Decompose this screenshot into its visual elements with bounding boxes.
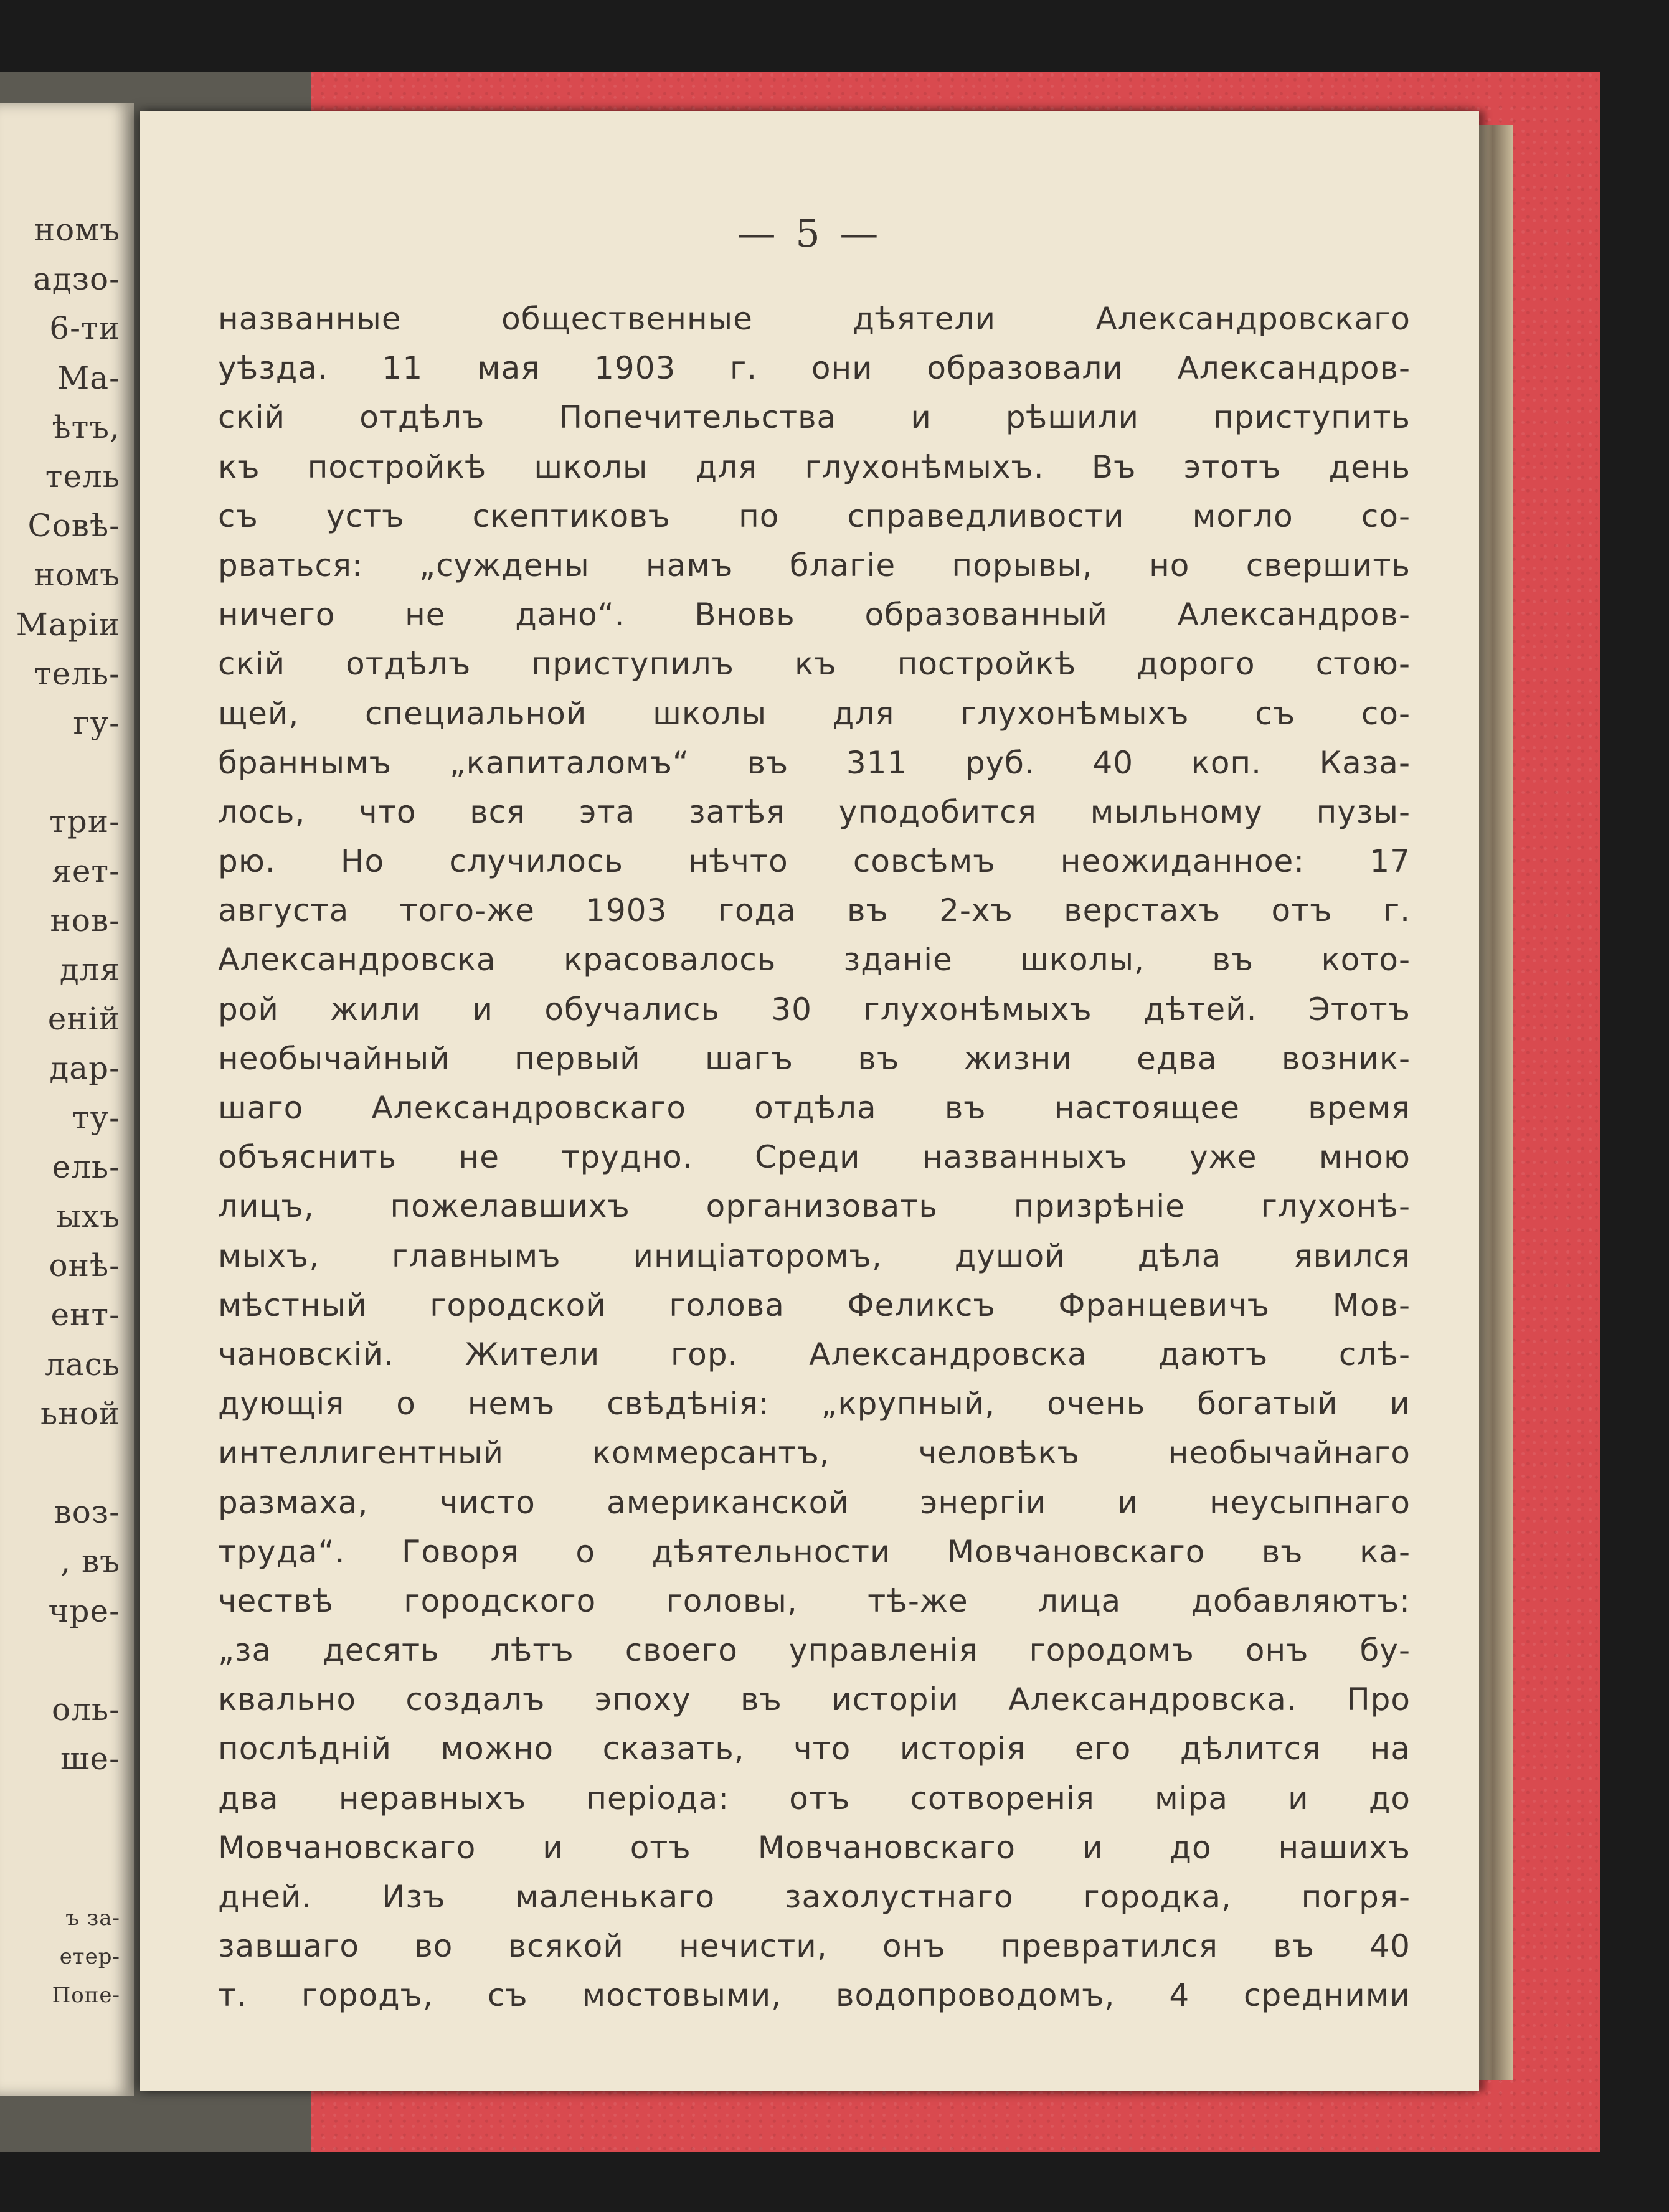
- facing-page-line: Маріи: [16, 606, 120, 643]
- text-line: рю. Но случилось нѣчто совсѣмъ неожиданное: 17: [218, 843, 1411, 880]
- facing-page-line: ент-: [50, 1297, 120, 1333]
- facing-page-line: тель-: [34, 655, 120, 692]
- facing-page-line: для: [59, 952, 120, 988]
- facing-page-line: Ма-: [57, 359, 120, 396]
- text-line: квально создалъ эпоху въ исторіи Александровска. Про: [218, 1681, 1411, 1718]
- facing-page-line: гу-: [73, 705, 120, 741]
- facing-page-line: три-: [49, 803, 120, 840]
- text-line: послѣдній можно сказать, что исторія его дѣлится на: [218, 1731, 1411, 1767]
- text-line: объяснить не трудно. Среди названныхъ уже мною: [218, 1139, 1411, 1176]
- facing-page-line: Совѣ-: [27, 508, 120, 544]
- text-line: завшаго во всякой нечисти, онъ превратился въ 40: [218, 1928, 1411, 1965]
- facing-page-line: ѣтъ,: [52, 409, 120, 445]
- facing-page-line: яет-: [52, 853, 120, 889]
- facing-page-line: оль-: [52, 1691, 120, 1728]
- facing-page-line: адзо-: [33, 261, 120, 298]
- text-line: размаха, чисто американской энергіи и неусыпнаго: [218, 1484, 1411, 1521]
- book-page: [140, 111, 1479, 2091]
- facing-page-line: ыхъ: [56, 1198, 120, 1234]
- facing-page-line: Попе-: [52, 1983, 120, 2008]
- facing-page-line: ель-: [52, 1148, 120, 1185]
- facing-page-line: , въ: [60, 1543, 120, 1580]
- text-line: ничего не дано“. Вновь образованный Александров-: [218, 597, 1411, 633]
- facing-page-line: еній: [47, 1001, 120, 1037]
- facing-page-line: лась: [45, 1346, 120, 1382]
- text-line: скій отдѣлъ приступилъ къ постройкѣ дорого стою-: [218, 646, 1411, 683]
- text-line: чановскій. Жители гор. Александровска даютъ слѣ-: [218, 1336, 1411, 1373]
- text-line: браннымъ „капиталомъ“ въ 311 руб. 40 коп. Каза-: [218, 744, 1411, 781]
- text-line: труда“. Говоря о дѣятельности Мовчановскаго въ ка-: [218, 1533, 1411, 1570]
- text-line: къ постройкѣ школы для глухонѣмыхъ. Въ этотъ день: [218, 448, 1411, 485]
- text-line: мыхъ, главнымъ иниціаторомъ, душой дѣла явился: [218, 1237, 1411, 1274]
- facing-page-line: номъ: [34, 212, 120, 248]
- text-line: мѣстный городской голова Феликсъ Францевичъ Мов-: [218, 1287, 1411, 1323]
- facing-page-line: нов-: [50, 902, 120, 938]
- facing-page-line: чре-: [48, 1592, 120, 1629]
- text-line: необычайный первый шагъ въ жизни едва возник-: [218, 1040, 1411, 1077]
- facing-page-line: 6-ти: [49, 310, 120, 347]
- text-line: рой жили и обучались 30 глухонѣмыхъ дѣтей. Этотъ: [218, 991, 1411, 1028]
- facing-page-line: ьной: [40, 1395, 120, 1432]
- facing-page-line: онѣ-: [49, 1247, 120, 1284]
- page-body-text: [218, 295, 1411, 2021]
- facing-page-line: номъ: [34, 557, 120, 593]
- facing-page-line: дар-: [49, 1050, 120, 1087]
- facing-page-line: етер-: [59, 1944, 120, 1969]
- text-line: щей, специальной школы для глухонѣмыхъ съ со-: [218, 695, 1411, 732]
- facing-page-line: тель: [45, 458, 120, 494]
- text-line: „за десять лѣтъ своего управленія городомъ онъ бу-: [218, 1632, 1411, 1669]
- text-line: дней. Изъ маленькаго захолустнаго городка, погря-: [218, 1879, 1411, 1915]
- text-line: съ устъ скептиковъ по справедливости могло со-: [218, 498, 1411, 534]
- facing-page-line: ъ за-: [65, 1906, 120, 1931]
- text-line: лицъ, пожелавшихъ организовать призрѣніе глухонѣ-: [218, 1188, 1411, 1225]
- text-line: интеллигентный коммерсантъ, человѣкъ необычайнаго: [218, 1435, 1411, 1472]
- facing-page-line: ту-: [72, 1099, 120, 1136]
- text-line: два неравныхъ періода: отъ сотворенія міра и до: [218, 1780, 1411, 1817]
- text-line: Александровска красовалось зданіе школы, въ кото-: [218, 942, 1411, 978]
- page-edge: [1479, 125, 1513, 2080]
- text-line: августа того-же 1903 года въ 2-хъ верстахъ отъ г.: [218, 892, 1411, 929]
- facing-page-line: ше-: [60, 1741, 120, 1777]
- text-line: т. городъ, съ мостовыми, водопроводомъ, 4 средними: [218, 1977, 1411, 2014]
- text-line: уѣзда. 11 мая 1903 г. они образовали Александров-: [218, 350, 1411, 387]
- text-line: рваться: „суждены намъ благіе порывы, но свершить: [218, 547, 1411, 584]
- text-line: шаго Александровскаго отдѣла въ настоящее время: [218, 1090, 1411, 1126]
- text-line: названные общественные дѣятели Александровскаго: [218, 301, 1411, 337]
- text-line: лось, что вся эта затѣя уподобится мыльному пузы-: [218, 793, 1411, 830]
- text-line: Мовчановскаго и отъ Мовчановскаго и до нашихъ: [218, 1829, 1411, 1866]
- facing-page-line: воз-: [54, 1494, 120, 1531]
- page-number: — 5 —: [737, 210, 882, 256]
- text-line: дующія о немъ свѣдѣнія: „крупный, очень богатый и: [218, 1386, 1411, 1422]
- text-line: чествѣ городского головы, тѣ-же лица добавляютъ:: [218, 1582, 1411, 1619]
- facing-page: [0, 103, 134, 2096]
- text-line: скій отдѣлъ Попечительства и рѣшили приступить: [218, 399, 1411, 436]
